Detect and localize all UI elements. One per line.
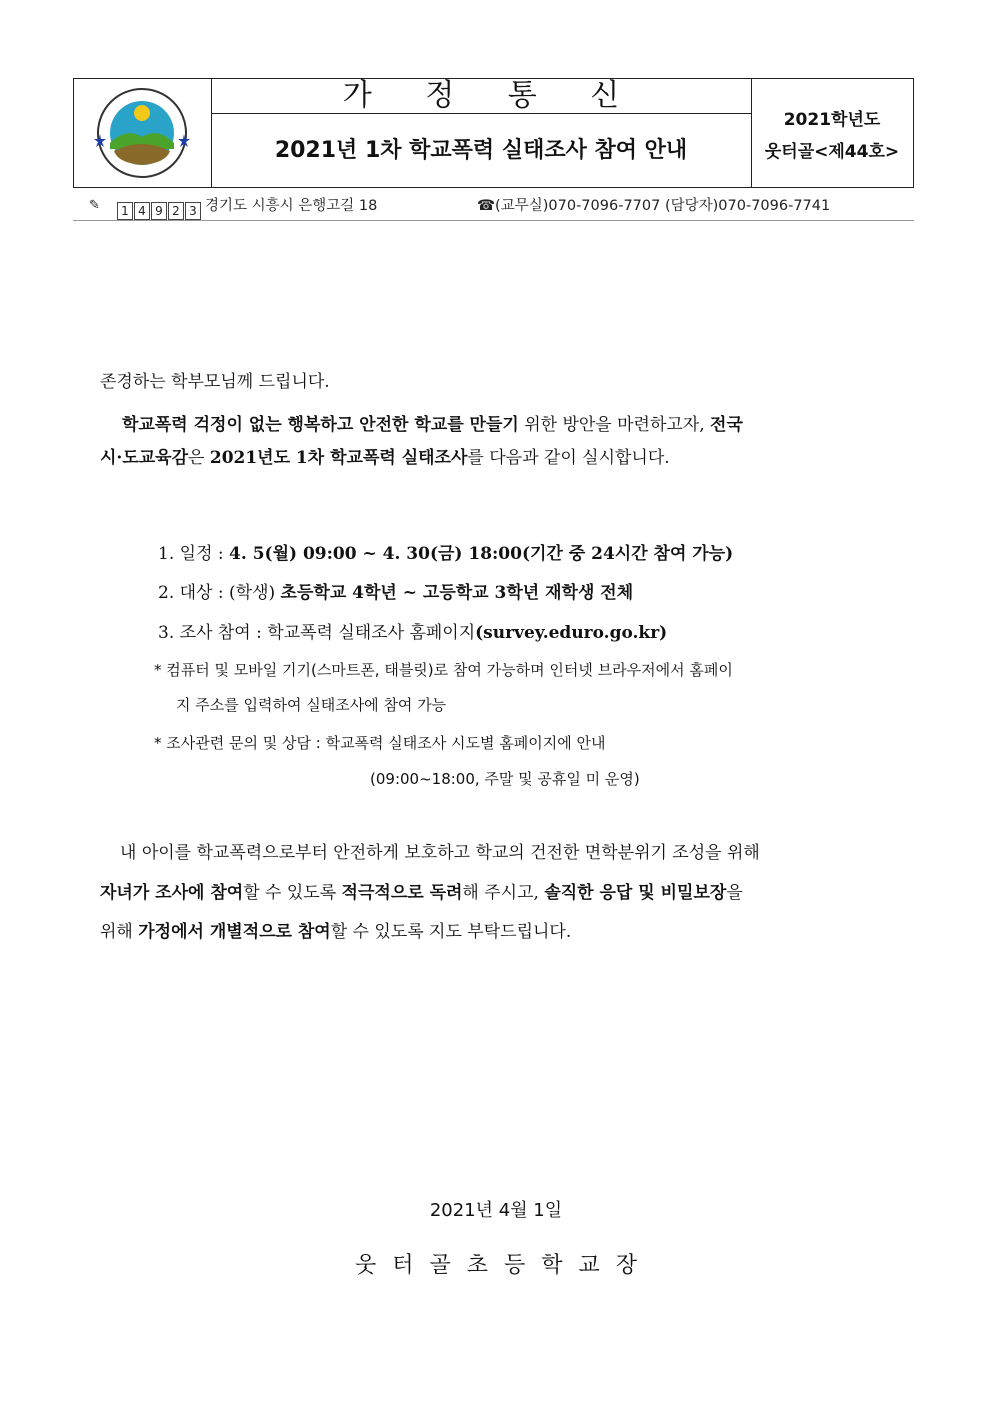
item-number: 2. bbox=[158, 583, 175, 603]
phone-numbers: ☎(교무실)070-7096-7707 (담당자)070-7096-7741 bbox=[477, 198, 831, 214]
bird-icon: ✎ bbox=[89, 198, 100, 213]
zip-code bbox=[117, 197, 202, 225]
closing-line-2 bbox=[100, 878, 743, 903]
closing-bold: 자녀가 조사에 참여 bbox=[100, 883, 244, 903]
intro-text: 위한 방안을 마련하고자, bbox=[518, 415, 711, 435]
intro-bold: 학교폭력 걱정이 없는 행복하고 안전한 학교를 만들기 bbox=[122, 415, 519, 435]
note-1-line-1: * 컴퓨터 및 모바일 기기(스마트폰, 태블릿)로 참여 가능하며 인터넷 브라우저에서 홈페이 bbox=[154, 661, 733, 679]
closing-text: 할 수 있도록 bbox=[243, 883, 342, 903]
zip-digit: 3 bbox=[185, 202, 201, 220]
closing-text: 할 수 있도록 지도 부탁드립니다. bbox=[330, 922, 572, 942]
closing-line-3 bbox=[100, 917, 571, 942]
list-item bbox=[158, 539, 733, 564]
item-value: 4. 5(월) 09:00 ~ 4. 30(금) 18:00(기간 중 24시간 참여 가능) bbox=[229, 544, 734, 564]
school-emblem-icon bbox=[86, 87, 198, 179]
closing-text: 위해 bbox=[100, 922, 139, 942]
street-address: 경기도 시흥시 은행고길 18 bbox=[205, 198, 378, 214]
intro-line-1 bbox=[122, 410, 743, 435]
issue-number: 웃터골<제44호> bbox=[764, 142, 900, 162]
newsletter-subtitle: 2021년 1차 학교폭력 실태조사 참여 안내 bbox=[274, 138, 688, 163]
zip-digit: 9 bbox=[151, 202, 167, 220]
closing-bold: 적극적으로 독려 bbox=[341, 883, 463, 903]
note-2-line-2: (09:00~18:00, 주말 및 공휴일 미 운영) bbox=[370, 770, 640, 788]
note-2-line-1: * 조사관련 문의 및 상담 : 학교폭력 실태조사 시도별 홈페이지에 안내 bbox=[154, 734, 606, 752]
issue-cell bbox=[751, 79, 913, 187]
item-value: 초등학교 4학년 ~ 고등학교 3학년 재학생 전체 bbox=[280, 583, 634, 603]
item-value: (survey.eduro.go.kr) bbox=[475, 623, 668, 643]
intro-bold: 시·도교육감 bbox=[100, 448, 189, 468]
closing-text: 해 주시고, bbox=[462, 883, 545, 903]
zip-digit: 2 bbox=[168, 202, 184, 220]
signature-date: 2021년 4월 1일 bbox=[429, 1200, 563, 1221]
newsletter-title: 가 정 통 신 bbox=[211, 79, 751, 114]
title-cell bbox=[211, 79, 752, 187]
zip-digit: 1 bbox=[117, 202, 133, 220]
intro-line-2 bbox=[100, 443, 670, 468]
closing-line-1: 내 아이를 학교폭력으로부터 안전하게 보호하고 학교의 건전한 면학분위기 조성을 위해 bbox=[120, 843, 760, 863]
closing-bold: 가정에서 개별적으로 참여 bbox=[138, 922, 331, 942]
address-bar bbox=[73, 192, 914, 221]
intro-bold: 2021년도 1차 학교폭력 실태조사 bbox=[209, 448, 468, 468]
closing-text: 을 bbox=[726, 883, 743, 903]
note-1-line-2: 지 주소를 입력하여 실태조사에 참여 가능 bbox=[176, 696, 447, 714]
intro-text: 를 다음과 같이 실시합니다. bbox=[467, 448, 670, 468]
signature-name: 웃터골초등학교장 bbox=[354, 1253, 654, 1278]
newsletter-header bbox=[73, 78, 914, 188]
list-item bbox=[158, 578, 633, 603]
item-label: 일정 : bbox=[179, 544, 230, 564]
list-item bbox=[158, 618, 667, 643]
item-number: 1. bbox=[158, 544, 175, 564]
intro-text: 은 bbox=[188, 448, 210, 468]
closing-bold: 솔직한 응답 및 비밀보장 bbox=[544, 883, 727, 903]
zip-digit: 4 bbox=[134, 202, 150, 220]
intro-bold: 전국 bbox=[710, 415, 743, 435]
greeting: 존경하는 학부모님께 드립니다. bbox=[100, 372, 330, 392]
item-label: 조사 참여 : 학교폭력 실태조사 홈페이지 bbox=[179, 623, 476, 643]
item-number: 3. bbox=[158, 623, 175, 643]
school-year: 2021학년도 bbox=[783, 110, 881, 130]
item-label: 대상 : (학생) bbox=[179, 583, 281, 603]
logo-cell bbox=[74, 79, 212, 187]
